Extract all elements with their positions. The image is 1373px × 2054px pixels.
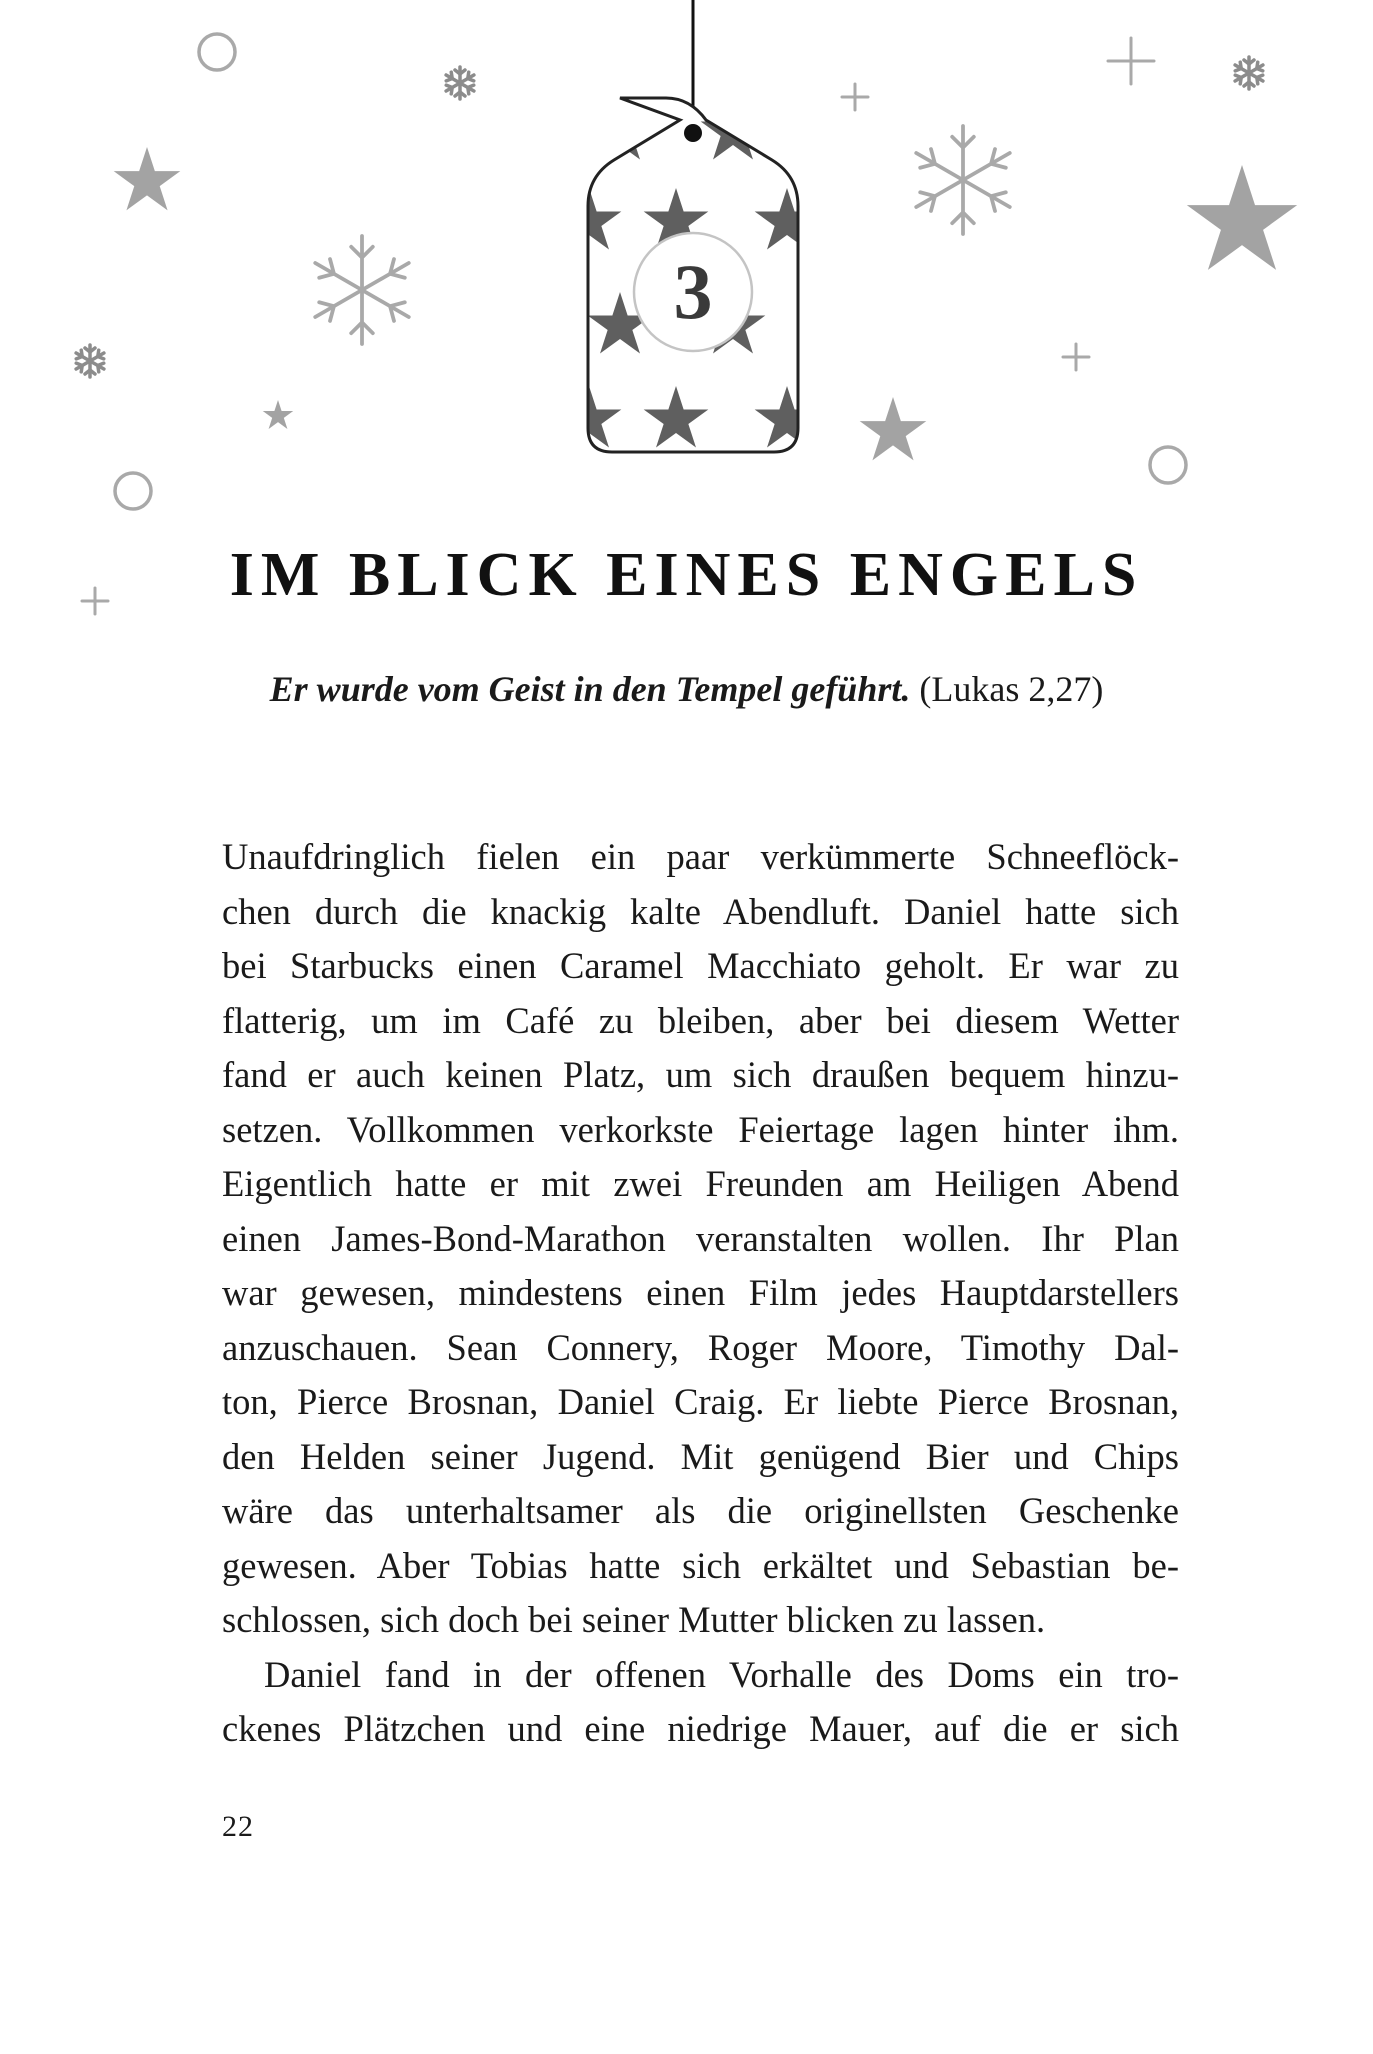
- text-line: den Helden seiner Jugend. Mit genügend Bier und Chips: [222, 1435, 1179, 1477]
- epigraph-quote: Er wurde vom Geist in den Tempel geführt.: [269, 669, 911, 709]
- snowflake-ornament: [446, 67, 474, 99]
- text-line: einen James-Bond-Marathon veranstalten wollen. Ihr Plan: [222, 1217, 1179, 1259]
- plus-ornament: [1108, 38, 1154, 84]
- text-line: ton, Pierce Brosnan, Daniel Craig. Er liebte Pierce Brosnan,: [222, 1381, 1179, 1422]
- star-ornament: [1187, 165, 1297, 270]
- text-line: bei Starbucks einen Caramel Macchiato geholt. Er war zu: [222, 945, 1179, 986]
- star-ornament: [860, 397, 927, 460]
- paragraph: [222, 830, 1179, 1648]
- text-line: anzuschauen. Sean Connery, Roger Moore, Timothy Dal-: [222, 1326, 1179, 1368]
- circle-ornament: [115, 473, 151, 509]
- body-text: [222, 830, 1179, 1757]
- plus-ornament: [842, 84, 868, 110]
- text-line: flatterig, um im Café zu bleiben, aber bei diesem Wetter: [222, 999, 1179, 1041]
- text-line: Daniel fand in der offenen Vorhalle des Doms ein tro-: [264, 1653, 1179, 1695]
- snowflake-ornament: [916, 126, 1010, 234]
- chapter-title: IM BLICK EINES ENGELS: [229, 541, 1144, 609]
- text-line: schlossen, sich doch bei seiner Mutter blicken zu lassen.: [222, 1599, 1046, 1640]
- text-line: wäre das unterhaltsamer als die originellsten Geschenke: [222, 1490, 1179, 1531]
- circle-ornament: [1150, 447, 1186, 483]
- text-line: setzen. Vollkommen verkorkste Feiertage lagen hinter ihm.: [222, 1108, 1179, 1150]
- text-line: Unaufdringlich fielen ein paar verkümmerte Schneeflöck-: [222, 836, 1179, 877]
- epigraph-reference: (Lukas 2,27): [919, 669, 1104, 709]
- text-line: gewesen. Aber Tobias hatte sich erkältet und Sebastian be-: [222, 1544, 1179, 1586]
- text-line: war gewesen, mindestens einen Film jedes Hauptdarstellers: [222, 1272, 1179, 1313]
- snowflake-ornament: [1235, 57, 1263, 89]
- text-line: chen durch die knackig kalte Abendluft. Daniel hatte sich: [222, 890, 1179, 932]
- star-ornament: [263, 400, 293, 429]
- star-ornament: [114, 147, 181, 210]
- tag-hole: [684, 124, 702, 142]
- text-line: Eigentlich hatte er mit zwei Freunden am Heiligen Abend: [222, 1163, 1179, 1204]
- snowflake-ornament: [315, 236, 409, 344]
- text-line: ckenes Plätzchen und eine niedrige Mauer, auf die er sich: [222, 1708, 1179, 1749]
- page-number: 22: [222, 1810, 254, 1843]
- plus-ornament: [1063, 344, 1089, 370]
- paragraph: [222, 1648, 1179, 1757]
- circle-ornament: [199, 34, 235, 70]
- epigraph: [0, 668, 1373, 710]
- snowflake-ornament: [76, 345, 104, 377]
- gift-tag: [557, 0, 820, 460]
- tag-day-number: 3: [673, 248, 713, 335]
- text-line: fand er auch keinen Platz, um sich draußen bequem hinzu-: [222, 1054, 1179, 1095]
